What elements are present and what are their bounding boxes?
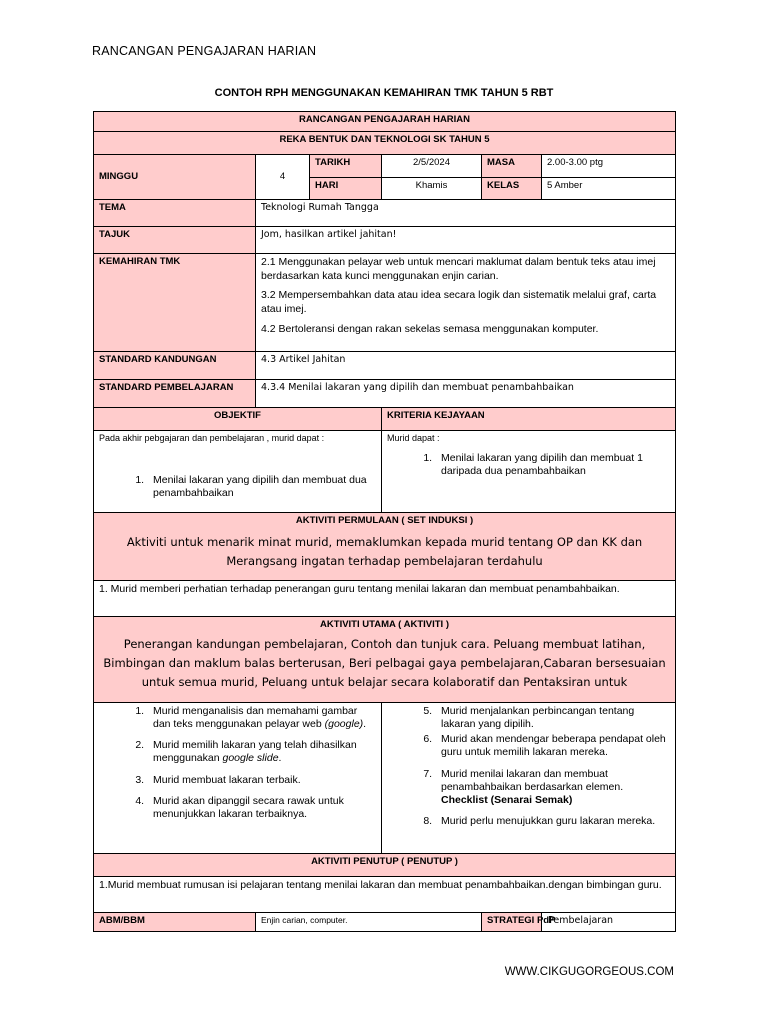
- kemahiran-cell: [256, 254, 676, 352]
- list-item: 7. Murid menilai lakaran dan membuat penambahbaikan berdasarkan elemen. Checklist (Senarai Semak): [435, 768, 670, 807]
- kemahiran-label: KEMAHIRAN TMK: [94, 254, 256, 352]
- utama-left-list: [99, 705, 376, 821]
- masa-label: MASA: [482, 155, 542, 178]
- kemahiran-item: 2.1 Menggunakan pelayar web untuk mencari maklumat dalam bentuk teks atau imej berdasarkan kata kunci menggunakan enjin carian.: [261, 256, 656, 282]
- table-title: RANCANGAN PENGAJARAH HARIAN: [94, 112, 676, 132]
- strategi-label: STRATEGI PdP: [482, 913, 542, 932]
- utama-left-cell: [94, 703, 382, 854]
- utama-label: AKTIVITI UTAMA ( AKTIVITI ): [320, 619, 449, 630]
- kelas-value: 5 Amber: [542, 178, 676, 200]
- objektif-intro: Pada akhir pebgajaran dan pembelajaran , murid dapat :: [99, 433, 325, 443]
- permulaan-desc: Aktiviti untuk menarik minat murid, memaklumkan kepada murid tentang OP dan KK dan Merangsang ingatan terhadap pembelajaran terdahulu: [126, 534, 643, 568]
- permulaan-text: 1. Murid memberi perhatian terhadap penerangan guru tentang menilai lakaran dan membuat penambahbaikan.: [94, 581, 676, 617]
- strategi-value: Pembelajaran: [542, 913, 676, 932]
- objektif-cell: [94, 431, 382, 513]
- utama-section: [94, 617, 676, 703]
- sp-label: STANDARD PEMBELAJARAN: [94, 380, 256, 408]
- tema-value: Teknologi Rumah Tangga: [256, 200, 676, 227]
- permulaan-label: AKTIVITI PERMULAAN ( SET INDUKSI ): [295, 515, 474, 526]
- list-item: 6. Murid akan mendengar beberapa pendapat oleh guru untuk memilih lakaran mereka.: [435, 733, 670, 759]
- kriteria-cell: [382, 431, 676, 513]
- hari-value: Khamis: [382, 178, 482, 200]
- kemahiran-item: 3.2 Mempersembahkan data atau idea secara logik dan sistematik melalui graf, carta atau imej.: [261, 289, 657, 315]
- utama-desc: Penerangan kandungan pembelajaran, Contoh dan tunjuk cara. Peluang membuat latihan, Bimbingan dan maklum balas berterusan, Beri pelbagai gaya pembelajaran,Cabaran bersesuaian untuk semua murid, Peluang untuk belajar secara kolaboratif dan Pentaksiran untuk: [103, 636, 666, 689]
- minggu-value: 4: [256, 155, 310, 200]
- minggu-label: MINGGU: [94, 155, 256, 200]
- list-item: 3. Murid membuat lakaran terbaik.: [147, 774, 376, 787]
- sp-value: 4.3.4 Menilai lakaran yang dipilih dan membuat penambahbaikan: [256, 380, 676, 408]
- list-item: 4. Murid akan dipanggil secara rawak untuk menunjukkan lakaran terbaiknya.: [147, 795, 376, 821]
- abm-label: ABM/BBM: [94, 913, 256, 932]
- list-item: 1. Menilai lakaran yang dipilih dan membuat 1 daripada dua penambahbaikan: [435, 452, 670, 478]
- list-item: 8. Murid perlu menujukkan guru lakaran mereka.: [435, 815, 670, 828]
- tarikh-value: 2/5/2024: [382, 155, 482, 178]
- table-subtitle: REKA BENTUK DAN TEKNOLOGI SK TAHUN 5: [94, 132, 676, 155]
- kriteria-list: [387, 452, 670, 478]
- sk-value: 4.3 Artikel Jahitan: [256, 352, 676, 380]
- kriteria-intro: Murid dapat :: [387, 433, 440, 443]
- document-title: CONTOH RPH MENGGUNAKAN KEMAHIRAN TMK TAHUN 5 RBT: [214, 87, 554, 99]
- list-item: 5. Murid menjalankan perbincangan tentang lakaran yang dipilih.: [435, 705, 670, 731]
- kemahiran-item: 4.2 Bertoleransi dengan rakan sekelas semasa menggunakan komputer.: [261, 322, 599, 335]
- rph-table: [93, 111, 676, 932]
- list-item: 1. Menilai lakaran yang dipilih dan membuat dua penambahbaikan: [147, 474, 376, 500]
- page-header: RANCANGAN PENGAJARAN HARIAN: [92, 44, 317, 58]
- footer-url: WWW.CIKGUGORGEOUS.COM: [504, 966, 674, 978]
- utama-right-list: [387, 705, 670, 828]
- tarikh-label: TARIKH: [310, 155, 382, 178]
- tajuk-value: Jom, hasilkan artikel jahitan!: [256, 227, 676, 254]
- objektif-list: [99, 474, 376, 500]
- sk-label: STANDARD KANDUNGAN: [94, 352, 256, 380]
- list-item: 1. Murid menganalisis dan memahami gambar dan teks menggunakan pelayar web (google).: [147, 705, 376, 731]
- penutup-label: AKTIVITI PENUTUP ( PENUTUP ): [94, 854, 676, 877]
- kelas-label: KELAS: [482, 178, 542, 200]
- objektif-label: OBJEKTIF: [94, 408, 382, 431]
- list-item: 2. Murid memilih lakaran yang telah dihasilkan menggunakan google slide.: [147, 739, 376, 765]
- hari-label: HARI: [310, 178, 382, 200]
- abm-value: Enjin carian, computer.: [256, 913, 482, 932]
- utama-right-cell: [382, 703, 676, 854]
- kriteria-label: KRITERIA KEJAYAAN: [382, 408, 676, 431]
- masa-value: 2.00-3.00 ptg: [542, 155, 676, 178]
- tema-label: TEMA: [94, 200, 256, 227]
- penutup-text: 1.Murid membuat rumusan isi pelajaran tentang menilai lakaran dan membuat penambahbaikan.dengan bimbingan guru.: [94, 877, 676, 913]
- permulaan-section: [94, 513, 676, 581]
- tajuk-label: TAJUK: [94, 227, 256, 254]
